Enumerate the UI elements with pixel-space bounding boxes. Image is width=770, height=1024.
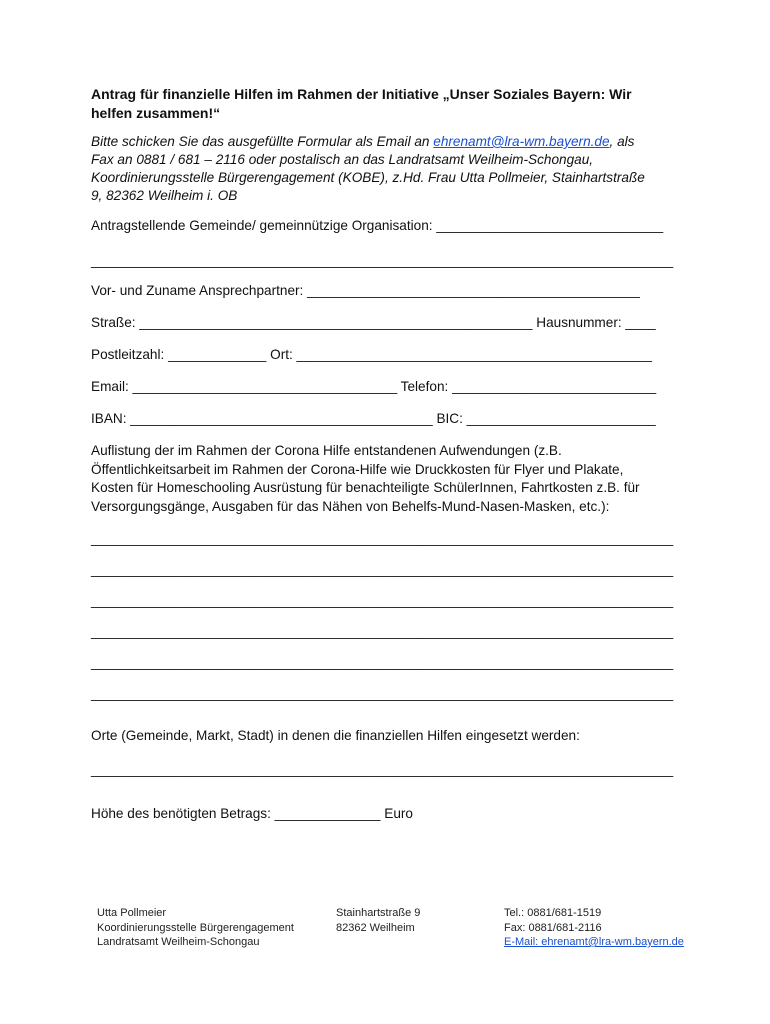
- expenses-blank-line-3[interactable]: _____________________________________________________________________________: [91, 593, 674, 608]
- form-title-line-2: helfen zusammen!“: [91, 105, 221, 121]
- footer-department: Koordinierungsstelle Bürgerengagement: [97, 921, 294, 934]
- footer-contact-column: [97, 906, 294, 950]
- intro-line-3: Koordinierungsstelle Bürgerengagement (KOBE), z.Hd. Frau Utta Pollmeier, Stainhartstraße: [91, 170, 645, 185]
- intro-line-2: Fax an 0881 / 681 – 2116 oder postalisch an das Landratsamt Weilheim-Schongau,: [91, 152, 594, 167]
- email-link[interactable]: ehrenamt@lra-wm.bayern.de: [433, 134, 610, 149]
- expenses-line-4: Versorgungsgänge, Ausgaben für das Nähen von Behelfs-Mund-Nasen-Masken, etc.):: [91, 498, 610, 514]
- organisation-field-continued[interactable]: _____________________________________________________________________________: [91, 253, 674, 268]
- organisation-field[interactable]: Antragstellende Gemeinde/ gemeinnützige Organisation: ______________________________: [91, 218, 664, 233]
- footer-email-link[interactable]: E-Mail: ehrenamt@lra-wm.bayern.de: [504, 936, 684, 948]
- footer-street: Stainhartstraße 9: [336, 907, 421, 919]
- expenses-description: [91, 442, 640, 516]
- footer-name: Utta Pollmeier: [97, 907, 167, 919]
- intro-line-4: 9, 82362 Weilheim i. OB: [91, 188, 238, 203]
- street-field[interactable]: Straße: ____________________________________________________ Hausnummer: ____: [91, 315, 656, 330]
- expenses-blank-line-5[interactable]: _____________________________________________________________________________: [91, 655, 674, 670]
- contact-person-field[interactable]: Vor- und Zuname Ansprechpartner: ____________________________________________: [91, 283, 640, 298]
- expenses-line-1: Auflistung der im Rahmen der Corona Hilfe entstandenen Aufwendungen (z.B.: [91, 443, 562, 458]
- expenses-line-2: Öffentlichkeitsarbeit im Rahmen der Corona-Hilfe wie Druckkosten für Flyer und Plakate,: [91, 461, 624, 477]
- footer-office: Landratsamt Weilheim-Schongau: [97, 936, 260, 948]
- expenses-blank-line-1[interactable]: _____________________________________________________________________________: [91, 531, 674, 546]
- intro-text-suffix: , als: [609, 134, 635, 149]
- footer-phone-column: [504, 906, 684, 950]
- expenses-blank-line-4[interactable]: _____________________________________________________________________________: [91, 624, 674, 639]
- expenses-blank-line-2[interactable]: _____________________________________________________________________________: [91, 562, 674, 577]
- intro-line-1: [91, 133, 645, 151]
- footer-phone: Tel.: 0881/681-1519: [504, 907, 602, 919]
- footer-fax: Fax: 0881/681-2116: [504, 921, 602, 934]
- footer-city: 82362 Weilheim: [336, 921, 415, 934]
- expenses-blank-line-6[interactable]: _____________________________________________________________________________: [91, 686, 674, 701]
- expenses-line-3: Kosten für Homeschooling Ausrüstung für benachteiligte SchülerInnen, Fahrtkosten z.B. für: [91, 480, 640, 495]
- intro-paragraph: [91, 133, 645, 205]
- iban-bic-field[interactable]: IBAN: ________________________________________ BIC: _________________________: [91, 411, 656, 426]
- form-title-line-1: Antrag für finanzielle Hilfen im Rahmen der Initiative „Unser Soziales Bayern: Wir: [91, 86, 632, 102]
- places-label: Orte (Gemeinde, Markt, Stadt) in denen die finanziellen Hilfen eingesetzt werden:: [91, 728, 580, 743]
- email-phone-field[interactable]: Email: ___________________________________ Telefon: ___________________________: [91, 379, 657, 394]
- amount-field[interactable]: Höhe des benötigten Betrags: ______________ Euro: [91, 806, 413, 821]
- places-blank-line[interactable]: _____________________________________________________________________________: [91, 762, 674, 777]
- footer-address-column: [336, 906, 420, 935]
- intro-text: Bitte schicken Sie das ausgefüllte Formular als Email an: [91, 134, 434, 149]
- postal-city-field[interactable]: Postleitzahl: _____________ Ort: _______________________________________________: [91, 347, 652, 362]
- form-title: [91, 85, 632, 123]
